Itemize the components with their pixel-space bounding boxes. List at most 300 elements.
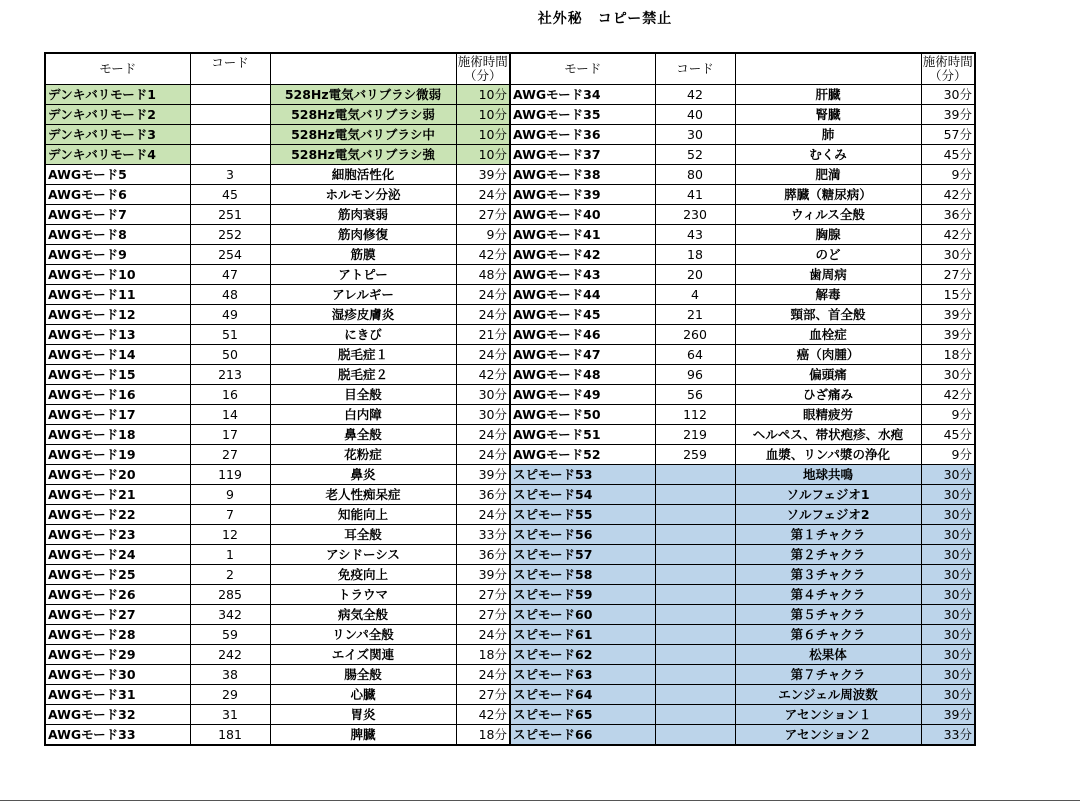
right-time-cell: 30分 (921, 525, 975, 545)
left-name-cell: 528Hz電気バリブラシ弱 (270, 105, 456, 125)
left-name-cell: アトピー (270, 265, 456, 285)
left-mode-cell: AWGモード15 (45, 365, 190, 385)
right-name-cell: 膵臓（糖尿病） (735, 185, 921, 205)
right-mode-cell: スピモード56 (510, 525, 655, 545)
left-mode-cell: AWGモード20 (45, 465, 190, 485)
table-row (45, 445, 975, 465)
left-name-cell: トラウマ (270, 585, 456, 605)
right-time-cell: 57分 (921, 125, 975, 145)
left-mode-cell: AWGモード9 (45, 245, 190, 265)
table-row (45, 585, 975, 605)
right-code-cell (655, 585, 735, 605)
table-row (45, 85, 975, 105)
left-time-cell: 30分 (456, 405, 510, 425)
left-name-cell: 知能向上 (270, 505, 456, 525)
right-time-cell: 30分 (921, 565, 975, 585)
right-name-cell: 胸腺 (735, 225, 921, 245)
right-mode-cell: AWGモード39 (510, 185, 655, 205)
right-mode-cell: スピモード55 (510, 505, 655, 525)
right-time-cell: 30分 (921, 505, 975, 525)
header-code-left: コード (190, 53, 270, 85)
left-mode-cell: AWGモード25 (45, 565, 190, 585)
table-row (45, 545, 975, 565)
left-mode-cell: AWGモード5 (45, 165, 190, 185)
left-name-cell: 心臓 (270, 685, 456, 705)
right-code-cell: 259 (655, 445, 735, 465)
right-name-cell: 地球共鳴 (735, 465, 921, 485)
left-name-cell: 鼻全般 (270, 425, 456, 445)
left-time-cell: 30分 (456, 385, 510, 405)
right-mode-cell: スピモード62 (510, 645, 655, 665)
right-code-cell (655, 545, 735, 565)
right-mode-cell: AWGモード47 (510, 345, 655, 365)
right-name-cell: 歯周病 (735, 265, 921, 285)
left-name-cell: 花粉症 (270, 445, 456, 465)
left-time-cell: 21分 (456, 325, 510, 345)
right-time-cell: 30分 (921, 585, 975, 605)
left-mode-cell: AWGモード30 (45, 665, 190, 685)
right-code-cell (655, 665, 735, 685)
right-mode-cell: AWGモード50 (510, 405, 655, 425)
table-row (45, 645, 975, 665)
left-code-cell (190, 105, 270, 125)
footer-divider (0, 800, 1080, 801)
right-time-cell: 18分 (921, 345, 975, 365)
right-mode-cell: スピモード61 (510, 625, 655, 645)
right-time-cell: 42分 (921, 385, 975, 405)
right-code-cell (655, 565, 735, 585)
left-name-cell: 528Hz電気バリブラシ強 (270, 145, 456, 165)
right-code-cell: 230 (655, 205, 735, 225)
left-time-cell: 18分 (456, 645, 510, 665)
table-row (45, 565, 975, 585)
left-mode-cell: AWGモード11 (45, 285, 190, 305)
left-time-cell: 18分 (456, 725, 510, 746)
table-row (45, 465, 975, 485)
table-row (45, 485, 975, 505)
right-mode-cell: スピモード63 (510, 665, 655, 685)
left-mode-cell: AWGモード19 (45, 445, 190, 465)
left-name-cell: 耳全般 (270, 525, 456, 545)
right-name-cell: 第５チャクラ (735, 605, 921, 625)
left-name-cell: 免疫向上 (270, 565, 456, 585)
table-row (45, 205, 975, 225)
right-time-cell: 30分 (921, 545, 975, 565)
left-mode-cell: AWGモード23 (45, 525, 190, 545)
right-name-cell: 松果体 (735, 645, 921, 665)
left-name-cell: にきび (270, 325, 456, 345)
left-mode-cell: AWGモード6 (45, 185, 190, 205)
header-time-right (921, 53, 975, 85)
left-mode-cell: AWGモード29 (45, 645, 190, 665)
right-mode-cell: スピモード60 (510, 605, 655, 625)
right-code-cell: 56 (655, 385, 735, 405)
header-name-right (735, 53, 921, 85)
right-mode-cell: AWGモード46 (510, 325, 655, 345)
left-code-cell: 14 (190, 405, 270, 425)
table-row (45, 425, 975, 445)
right-code-cell (655, 525, 735, 545)
right-name-cell: 頸部、首全般 (735, 305, 921, 325)
left-time-cell: 9分 (456, 225, 510, 245)
table-row (45, 185, 975, 205)
left-code-cell: 47 (190, 265, 270, 285)
left-mode-cell: AWGモード8 (45, 225, 190, 245)
right-code-cell: 4 (655, 285, 735, 305)
right-mode-cell: AWGモード51 (510, 425, 655, 445)
right-code-cell (655, 485, 735, 505)
table-row (45, 505, 975, 525)
right-code-cell: 80 (655, 165, 735, 185)
left-mode-cell: AWGモード21 (45, 485, 190, 505)
right-time-cell: 30分 (921, 465, 975, 485)
header-name-left (270, 53, 456, 85)
right-name-cell: 解毒 (735, 285, 921, 305)
header-time-label: 施術時間 (922, 54, 973, 69)
right-code-cell (655, 685, 735, 705)
right-name-cell: 肥満 (735, 165, 921, 185)
document-title: 社外秘 コピー禁止 (537, 11, 673, 27)
left-mode-cell: AWGモード33 (45, 725, 190, 746)
right-name-cell: 第３チャクラ (735, 565, 921, 585)
right-code-cell: 21 (655, 305, 735, 325)
left-name-cell: 白内障 (270, 405, 456, 425)
left-code-cell: 51 (190, 325, 270, 345)
right-code-cell: 112 (655, 405, 735, 425)
right-mode-cell: スピモード54 (510, 485, 655, 505)
header-time-label: 施術時間 (457, 54, 508, 69)
left-code-cell: 2 (190, 565, 270, 585)
left-code-cell: 17 (190, 425, 270, 445)
right-mode-cell: AWGモード35 (510, 105, 655, 125)
left-name-cell: 腸全般 (270, 665, 456, 685)
right-mode-cell: AWGモード48 (510, 365, 655, 385)
table-row (45, 525, 975, 545)
left-time-cell: 36分 (456, 545, 510, 565)
table-row (45, 605, 975, 625)
right-code-cell (655, 725, 735, 746)
left-code-cell: 213 (190, 365, 270, 385)
left-mode-cell: AWGモード31 (45, 685, 190, 705)
right-name-cell: 血漿、リンパ漿の浄化 (735, 445, 921, 465)
left-time-cell: 10分 (456, 105, 510, 125)
right-name-cell: ウィルス全般 (735, 205, 921, 225)
left-time-cell: 24分 (456, 505, 510, 525)
left-code-cell: 29 (190, 685, 270, 705)
left-time-cell: 24分 (456, 625, 510, 645)
left-mode-cell: デンキバリモード4 (45, 145, 190, 165)
table-row (45, 665, 975, 685)
right-name-cell: 第６チャクラ (735, 625, 921, 645)
right-time-cell: 30分 (921, 365, 975, 385)
header-time-left (456, 53, 510, 85)
table-row (45, 405, 975, 425)
left-code-cell: 252 (190, 225, 270, 245)
right-mode-cell: AWGモード34 (510, 85, 655, 105)
table-row (45, 305, 975, 325)
header-mode-right: モード (510, 53, 655, 85)
left-name-cell: アシドーシス (270, 545, 456, 565)
left-time-cell: 27分 (456, 205, 510, 225)
left-code-cell: 9 (190, 485, 270, 505)
right-mode-cell: AWGモード42 (510, 245, 655, 265)
right-name-cell: 眼精疲労 (735, 405, 921, 425)
right-name-cell: アセンション２ (735, 725, 921, 746)
right-time-cell: 9分 (921, 445, 975, 465)
right-mode-cell: AWGモード41 (510, 225, 655, 245)
left-code-cell (190, 145, 270, 165)
left-time-cell: 42分 (456, 365, 510, 385)
treatment-mode-table (44, 52, 976, 746)
left-code-cell: 1 (190, 545, 270, 565)
right-name-cell: ソルフェジオ2 (735, 505, 921, 525)
header-time-unit: （分） (463, 68, 502, 83)
right-time-cell: 39分 (921, 705, 975, 725)
left-time-cell: 42分 (456, 245, 510, 265)
left-mode-cell: AWGモード28 (45, 625, 190, 645)
left-code-cell (190, 85, 270, 105)
left-code-cell: 7 (190, 505, 270, 525)
left-time-cell: 10分 (456, 85, 510, 105)
right-code-cell: 41 (655, 185, 735, 205)
left-time-cell: 24分 (456, 185, 510, 205)
left-time-cell: 10分 (456, 145, 510, 165)
left-time-cell: 48分 (456, 265, 510, 285)
left-time-cell: 27分 (456, 685, 510, 705)
left-time-cell: 24分 (456, 305, 510, 325)
left-mode-cell: AWGモード32 (45, 705, 190, 725)
right-time-cell: 42分 (921, 185, 975, 205)
left-code-cell: 254 (190, 245, 270, 265)
left-mode-cell: AWGモード10 (45, 265, 190, 285)
right-time-cell: 30分 (921, 245, 975, 265)
right-mode-cell: スピモード66 (510, 725, 655, 746)
left-code-cell: 251 (190, 205, 270, 225)
table-row (45, 265, 975, 285)
left-name-cell: 鼻炎 (270, 465, 456, 485)
left-code-cell (190, 125, 270, 145)
right-code-cell (655, 505, 735, 525)
left-name-cell: 脾臓 (270, 725, 456, 746)
left-code-cell: 12 (190, 525, 270, 545)
left-name-cell: 病気全般 (270, 605, 456, 625)
right-code-cell: 43 (655, 225, 735, 245)
left-time-cell: 36分 (456, 485, 510, 505)
left-name-cell: リンパ全般 (270, 625, 456, 645)
table-row (45, 145, 975, 165)
left-mode-cell: AWGモード27 (45, 605, 190, 625)
left-code-cell: 31 (190, 705, 270, 725)
right-time-cell: 9分 (921, 405, 975, 425)
header-row (45, 53, 975, 85)
right-code-cell: 52 (655, 145, 735, 165)
right-name-cell: のど (735, 245, 921, 265)
right-name-cell: 癌（肉腫） (735, 345, 921, 365)
right-code-cell: 30 (655, 125, 735, 145)
left-name-cell: 脱毛症２ (270, 365, 456, 385)
right-name-cell: 腎臓 (735, 105, 921, 125)
left-time-cell: 24分 (456, 285, 510, 305)
right-code-cell (655, 605, 735, 625)
right-name-cell: エンジェル周波数 (735, 685, 921, 705)
right-mode-cell: AWGモード38 (510, 165, 655, 185)
left-code-cell: 59 (190, 625, 270, 645)
table-body (45, 85, 975, 746)
right-time-cell: 39分 (921, 105, 975, 125)
left-name-cell: 528Hz電気バリブラシ微弱 (270, 85, 456, 105)
table-row (45, 325, 975, 345)
right-code-cell: 20 (655, 265, 735, 285)
right-time-cell: 30分 (921, 685, 975, 705)
right-code-cell (655, 465, 735, 485)
left-name-cell: エイズ関連 (270, 645, 456, 665)
left-time-cell: 24分 (456, 345, 510, 365)
left-mode-cell: AWGモード18 (45, 425, 190, 445)
right-time-cell: 27分 (921, 265, 975, 285)
table-row (45, 705, 975, 725)
left-mode-cell: AWGモード14 (45, 345, 190, 365)
header-code-right: コード (655, 53, 735, 85)
right-name-cell: アセンション１ (735, 705, 921, 725)
right-mode-cell: AWGモード52 (510, 445, 655, 465)
right-time-cell: 42分 (921, 225, 975, 245)
left-mode-cell: AWGモード24 (45, 545, 190, 565)
left-time-cell: 39分 (456, 465, 510, 485)
right-mode-cell: スピモード65 (510, 705, 655, 725)
right-name-cell: 第１チャクラ (735, 525, 921, 545)
left-code-cell: 50 (190, 345, 270, 365)
left-code-cell: 45 (190, 185, 270, 205)
right-mode-cell: AWGモード45 (510, 305, 655, 325)
left-time-cell: 39分 (456, 165, 510, 185)
right-code-cell: 96 (655, 365, 735, 385)
left-name-cell: 筋膜 (270, 245, 456, 265)
left-time-cell: 27分 (456, 585, 510, 605)
table-row (45, 125, 975, 145)
right-time-cell: 36分 (921, 205, 975, 225)
right-name-cell: 第２チャクラ (735, 545, 921, 565)
left-code-cell: 285 (190, 585, 270, 605)
left-time-cell: 24分 (456, 665, 510, 685)
right-code-cell (655, 625, 735, 645)
left-time-cell: 39分 (456, 565, 510, 585)
table-row (45, 105, 975, 125)
right-code-cell: 42 (655, 85, 735, 105)
left-code-cell: 3 (190, 165, 270, 185)
left-code-cell: 181 (190, 725, 270, 746)
table-row (45, 365, 975, 385)
left-mode-cell: AWGモード17 (45, 405, 190, 425)
right-time-cell: 30分 (921, 605, 975, 625)
right-name-cell: 第４チャクラ (735, 585, 921, 605)
right-code-cell: 40 (655, 105, 735, 125)
table-row (45, 385, 975, 405)
left-mode-cell: デンキバリモード2 (45, 105, 190, 125)
header-mode-left: モード (45, 53, 190, 85)
right-code-cell (655, 705, 735, 725)
left-time-cell: 42分 (456, 705, 510, 725)
left-name-cell: アレルギー (270, 285, 456, 305)
right-time-cell: 30分 (921, 85, 975, 105)
right-name-cell: 血栓症 (735, 325, 921, 345)
left-mode-cell: AWGモード26 (45, 585, 190, 605)
left-time-cell: 24分 (456, 425, 510, 445)
right-name-cell: ひざ痛み (735, 385, 921, 405)
left-name-cell: 胃炎 (270, 705, 456, 725)
left-name-cell: 目全般 (270, 385, 456, 405)
right-code-cell: 260 (655, 325, 735, 345)
left-code-cell: 48 (190, 285, 270, 305)
left-mode-cell: AWGモード22 (45, 505, 190, 525)
right-code-cell: 18 (655, 245, 735, 265)
table-row (45, 685, 975, 705)
left-time-cell: 24分 (456, 445, 510, 465)
left-mode-cell: デンキバリモード3 (45, 125, 190, 145)
left-code-cell: 49 (190, 305, 270, 325)
table-row (45, 165, 975, 185)
right-name-cell: ソルフェジオ1 (735, 485, 921, 505)
right-mode-cell: AWGモード49 (510, 385, 655, 405)
right-name-cell: 偏頭痛 (735, 365, 921, 385)
left-code-cell: 27 (190, 445, 270, 465)
right-mode-cell: AWGモード44 (510, 285, 655, 305)
right-code-cell: 64 (655, 345, 735, 365)
right-code-cell: 219 (655, 425, 735, 445)
right-time-cell: 45分 (921, 145, 975, 165)
right-mode-cell: スピモード53 (510, 465, 655, 485)
left-code-cell: 38 (190, 665, 270, 685)
right-time-cell: 39分 (921, 325, 975, 345)
right-code-cell (655, 645, 735, 665)
right-name-cell: むくみ (735, 145, 921, 165)
left-name-cell: 老人性痴呆症 (270, 485, 456, 505)
left-mode-cell: AWGモード16 (45, 385, 190, 405)
left-code-cell: 119 (190, 465, 270, 485)
right-mode-cell: AWGモード43 (510, 265, 655, 285)
right-time-cell: 30分 (921, 645, 975, 665)
left-time-cell: 27分 (456, 605, 510, 625)
left-code-cell: 242 (190, 645, 270, 665)
right-time-cell: 9分 (921, 165, 975, 185)
right-mode-cell: AWGモード36 (510, 125, 655, 145)
right-time-cell: 45分 (921, 425, 975, 445)
left-mode-cell: AWGモード12 (45, 305, 190, 325)
right-time-cell: 30分 (921, 665, 975, 685)
left-name-cell: 脱毛症１ (270, 345, 456, 365)
right-name-cell: 肝臓 (735, 85, 921, 105)
table-row (45, 625, 975, 645)
table-row (45, 225, 975, 245)
left-mode-cell: AWGモード7 (45, 205, 190, 225)
right-mode-cell: スピモード64 (510, 685, 655, 705)
left-mode-cell: AWGモード13 (45, 325, 190, 345)
left-name-cell: 細胞活性化 (270, 165, 456, 185)
left-name-cell: ホルモン分泌 (270, 185, 456, 205)
right-name-cell: ヘルペス、帯状疱疹、水疱 (735, 425, 921, 445)
right-name-cell: 肺 (735, 125, 921, 145)
right-mode-cell: AWGモード40 (510, 205, 655, 225)
left-time-cell: 10分 (456, 125, 510, 145)
table-row (45, 285, 975, 305)
right-time-cell: 15分 (921, 285, 975, 305)
right-time-cell: 39分 (921, 305, 975, 325)
left-time-cell: 33分 (456, 525, 510, 545)
left-code-cell: 16 (190, 385, 270, 405)
right-name-cell: 第７チャクラ (735, 665, 921, 685)
left-code-cell: 342 (190, 605, 270, 625)
left-name-cell: 筋肉修復 (270, 225, 456, 245)
right-mode-cell: スピモード58 (510, 565, 655, 585)
